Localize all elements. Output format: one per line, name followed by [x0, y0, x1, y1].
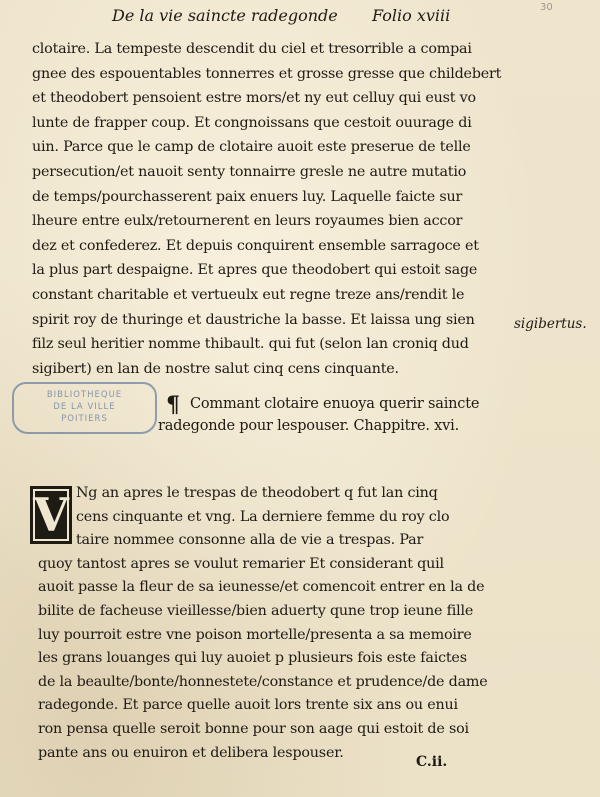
- text-line: persecution/et nauoit senty tonnairre gresle ne autre mutatio: [32, 164, 467, 180]
- text-line: filz seul heritier nomme thibault. qui fut (selon lan croniq dud: [32, 336, 469, 353]
- text-line: de temps/pourchasserent paix enuers luy. Laquelle faicte sur: [32, 188, 463, 205]
- chapter-text-line: de la beaulte/bonte/honnestete/constance et prudence/de dame: [38, 673, 488, 690]
- chapter-heading-line: radegonde pour lespouser. Chappitre. xvi.: [158, 418, 459, 434]
- chapter-text-line: Ng an apres le trespas de theodobert q fut lan cinq: [76, 485, 438, 501]
- text-line: lunte de frapper coup. Et congnoissans que cestoit ouurage di: [32, 114, 472, 131]
- margin-note: sigibertus.: [514, 316, 587, 332]
- chapter-text-line: ron pensa quelle seroit bonne pour son aage qui estoit de soi: [38, 721, 469, 737]
- text-line: constant charitable et vertueulx eut regne treze ans/rendit le: [32, 287, 465, 303]
- chapter-text-line: taire nommee consonne alla de vie a trespas. Par: [76, 532, 424, 549]
- chapter-text-line: auoit passe la fleur de sa ieunesse/et comencoit entrer en la de: [38, 579, 485, 596]
- pencil-page-number: 30: [540, 2, 553, 13]
- text-line: la plus part despaigne. Et apres que theodobert qui estoit sage: [32, 262, 478, 279]
- chapter-text-line: les grans louanges qui luy auoiet p plusieurs fois este faictes: [38, 650, 467, 667]
- folio-number: Folio xviii: [372, 6, 451, 25]
- stamp-line: POITIERS: [61, 414, 108, 424]
- text-line: dez et confederez. Et depuis conquirent ensemble sarragoce et: [32, 237, 479, 254]
- chapter-text-line: quoy tantost apres se voulut remarier Et considerant quil: [38, 555, 444, 572]
- text-line: gnee des espouentables tonnerres et grosse gresse que childebert: [32, 65, 502, 82]
- text-line: et theodobert pensoient estre mors/et ny eut celluy qui eust vo: [32, 90, 476, 107]
- stamp-line: BIBLIOTHEQUE: [46, 390, 123, 400]
- chapter-text-line: radegonde. Et parce quelle auoit lors trente six ans ou enui: [38, 697, 458, 714]
- text-line: spirit roy de thuringe et daustriche la basse. Et laissa ung sien: [32, 311, 475, 328]
- decorated-initial: V: [30, 486, 72, 544]
- text-line: sigibert) en lan de nostre salut cinq cens cinquante.: [32, 360, 399, 377]
- chapter-text-line: cens cinquante et vng. La derniere femme du roy clo: [76, 508, 450, 525]
- chapter-text-line: luy pourroit estre vne poison mortelle/presenta a sa memoire: [38, 626, 472, 643]
- chapter-text-line: pante ans ou enuiron et delibera lespouser.: [38, 744, 344, 761]
- chapter-heading-line: Commant clotaire enuoya querir saincte: [190, 396, 480, 412]
- chapter-text-line: bilite de facheuse vieillesse/bien aduerty qune trop ieune fille: [38, 603, 474, 619]
- text-line: clotaire. La tempeste descendit du ciel et tresorrible a compai: [32, 41, 472, 57]
- text-line: uin. Parce que le camp de clotaire auoit este preserue de telle: [32, 139, 471, 156]
- running-title: De la vie saincte radegonde: [112, 6, 338, 25]
- text-line: lheure entre eulx/retournerent en leurs royaumes bien accor: [32, 213, 463, 230]
- signature-mark: C.ii.: [416, 754, 448, 770]
- pilcrow-icon: ¶: [166, 392, 180, 418]
- stamp-line: DE LA VILLE: [53, 402, 116, 412]
- library-stamp: [12, 382, 157, 434]
